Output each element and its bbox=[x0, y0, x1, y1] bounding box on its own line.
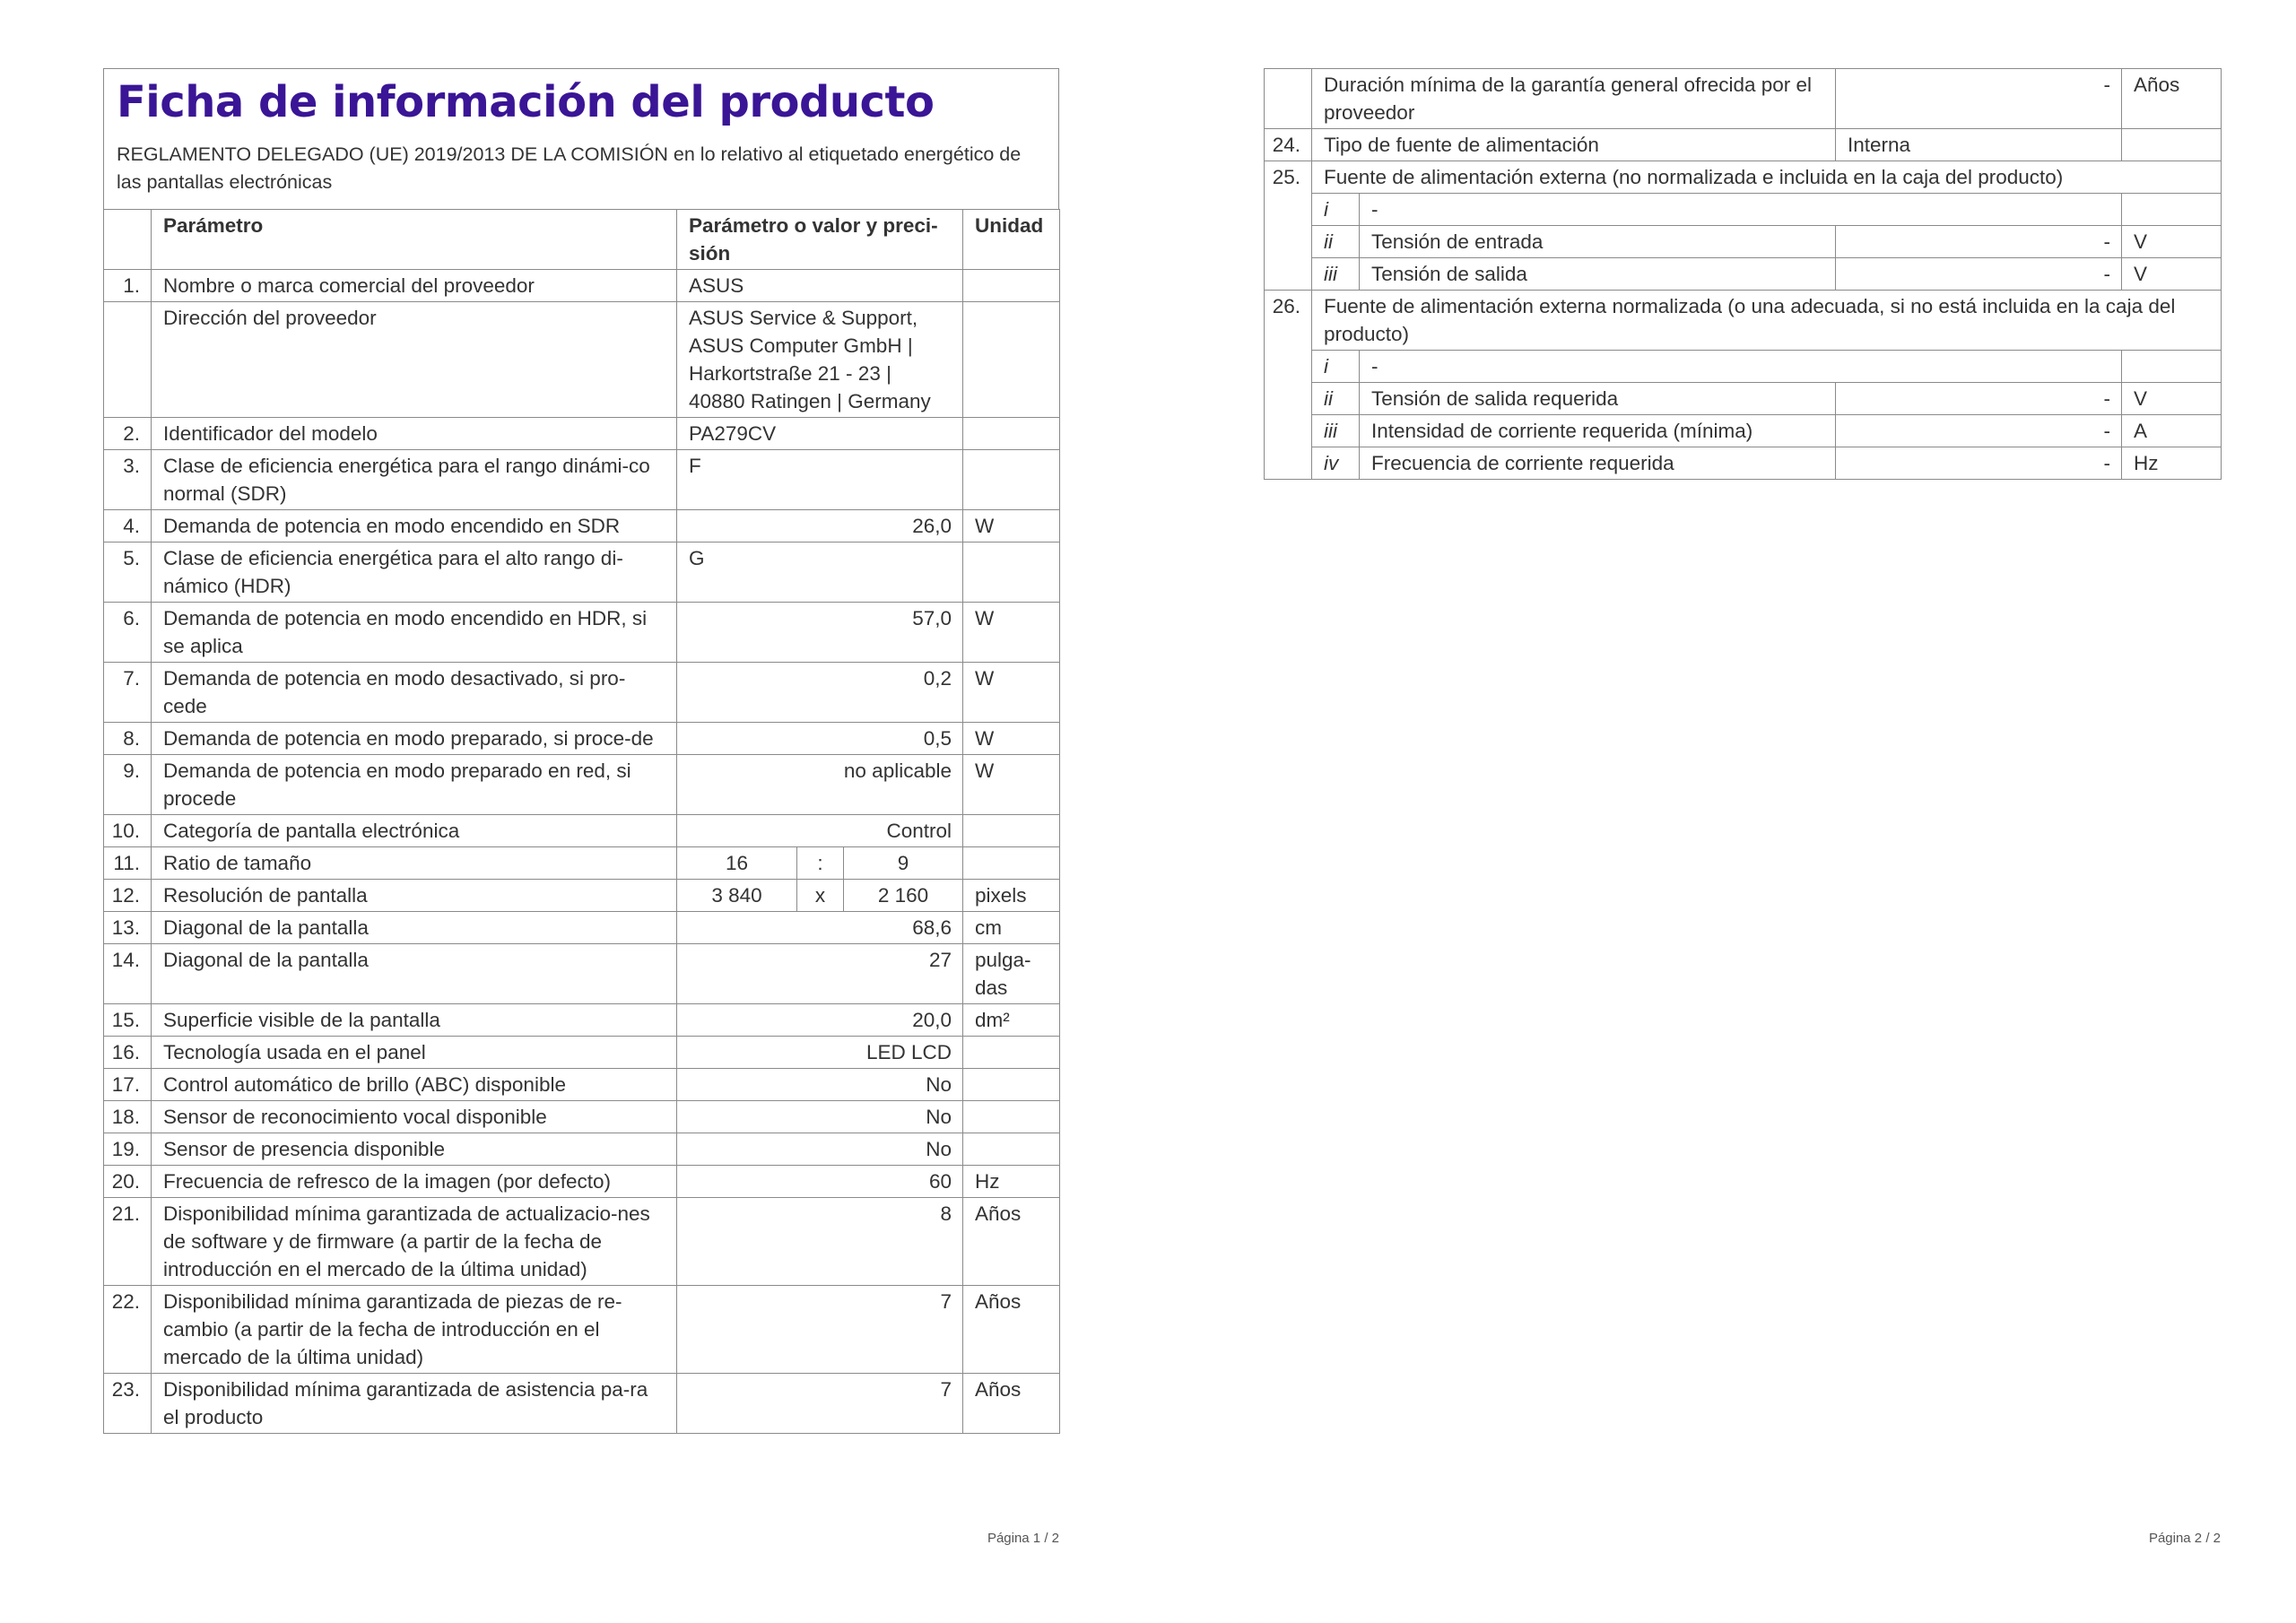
row-parameter: Tecnología usada en el panel bbox=[152, 1037, 677, 1069]
row-parameter: Clase de eficiencia energética para el rango dinámi-co normal (SDR) bbox=[152, 450, 677, 510]
row-parameter: Frecuencia de refresco de la imagen (por defecto) bbox=[152, 1166, 677, 1198]
row-number: 24. bbox=[1265, 129, 1312, 161]
row-value-separator: : bbox=[797, 847, 844, 880]
sub-row bbox=[1265, 447, 2222, 480]
row-parameter: Diagonal de la pantalla bbox=[152, 944, 677, 1004]
row-number: 19. bbox=[104, 1133, 152, 1166]
row-unit: dm² bbox=[963, 1004, 1060, 1037]
row-value: ASUS bbox=[677, 270, 963, 302]
row-unit: Hz bbox=[963, 1166, 1060, 1198]
row-value: 8 bbox=[677, 1198, 963, 1286]
row-value: 0,5 bbox=[677, 723, 963, 755]
table-row bbox=[104, 912, 1060, 944]
page-footer-1: Página 1 / 2 bbox=[987, 1531, 1059, 1546]
row-unit bbox=[963, 418, 1060, 450]
row-unit bbox=[963, 450, 1060, 510]
table-row bbox=[104, 1004, 1060, 1037]
table-row bbox=[1265, 69, 2222, 129]
table-row bbox=[104, 663, 1060, 723]
row-value: 20,0 bbox=[677, 1004, 963, 1037]
table-row bbox=[104, 302, 1060, 418]
sub-row bbox=[1265, 415, 2222, 447]
document-subtitle: REGLAMENTO DELEGADO (UE) 2019/2013 DE LA COMISIÓN en lo relativo al etiquetado energético de las pantallas electrónicas bbox=[117, 143, 1022, 193]
header-parameter: Parámetro bbox=[152, 210, 677, 270]
row-parameter: Nombre o marca comercial del proveedor bbox=[152, 270, 677, 302]
row-number: 5. bbox=[104, 542, 152, 603]
row-parameter: Demanda de potencia en modo preparado en red, si procede bbox=[152, 755, 677, 815]
row-number: 26. bbox=[1265, 291, 1312, 480]
row-parameter: Resolución de pantalla bbox=[152, 880, 677, 912]
row-number: 9. bbox=[104, 755, 152, 815]
row-unit: pixels bbox=[963, 880, 1060, 912]
row-number: 4. bbox=[104, 510, 152, 542]
row-value: 7 bbox=[677, 1374, 963, 1434]
row-parameter: Disponibilidad mínima garantizada de actualizacio-nes de software y de firmware (a partir de la fecha de introducción en el mercado de la última unidad) bbox=[152, 1198, 677, 1286]
row-number: 6. bbox=[104, 603, 152, 663]
sub-row bbox=[1265, 226, 2222, 258]
table-row bbox=[104, 1069, 1060, 1101]
row-parameter: Identificador del modelo bbox=[152, 418, 677, 450]
row-parameter: Fuente de alimentación externa normalizada (o una adecuada, si no está incluida en la caja del producto) bbox=[1312, 291, 2222, 351]
row-value: 26,0 bbox=[677, 510, 963, 542]
row-parameter: Disponibilidad mínima garantizada de asistencia pa-ra el producto bbox=[152, 1374, 677, 1434]
row-unit bbox=[963, 302, 1060, 418]
row-unit bbox=[963, 815, 1060, 847]
row-number: 11. bbox=[104, 847, 152, 880]
row-parameter: Disponibilidad mínima garantizada de piezas de re-cambio (a partir de la fecha de introducción en el mercado de la última unidad) bbox=[152, 1286, 677, 1374]
row-parameter: Diagonal de la pantalla bbox=[152, 912, 677, 944]
header-unit: Unidad bbox=[963, 210, 1060, 270]
sub-row-parameter: - bbox=[1360, 351, 2122, 383]
row-parameter: Sensor de presencia disponible bbox=[152, 1133, 677, 1166]
table-row bbox=[104, 450, 1060, 510]
row-number: 7. bbox=[104, 663, 152, 723]
row-value: No bbox=[677, 1133, 963, 1166]
row-unit bbox=[963, 1133, 1060, 1166]
sub-row-unit: A bbox=[2122, 415, 2222, 447]
row-parameter: Tipo de fuente de alimentación bbox=[1312, 129, 1836, 161]
row-value: G bbox=[677, 542, 963, 603]
table-row bbox=[104, 1166, 1060, 1198]
row-number: 21. bbox=[104, 1198, 152, 1286]
row-unit: Años bbox=[2122, 69, 2222, 129]
row-parameter: Clase de eficiencia energética para el alto rango di-námico (HDR) bbox=[152, 542, 677, 603]
row-value: Interna bbox=[1836, 129, 2122, 161]
sub-row-numeral: i bbox=[1312, 351, 1360, 383]
sub-row-parameter: Tensión de entrada bbox=[1360, 226, 1836, 258]
row-unit bbox=[963, 1069, 1060, 1101]
table-row bbox=[104, 1374, 1060, 1434]
sub-row-numeral: iii bbox=[1312, 258, 1360, 291]
row-parameter: Superficie visible de la pantalla bbox=[152, 1004, 677, 1037]
row-number: 10. bbox=[104, 815, 152, 847]
sub-row bbox=[1265, 258, 2222, 291]
row-number: 17. bbox=[104, 1069, 152, 1101]
sub-row-unit: Hz bbox=[2122, 447, 2222, 480]
table-row bbox=[1265, 291, 2222, 351]
row-unit bbox=[963, 847, 1060, 880]
row-unit: W bbox=[963, 755, 1060, 815]
row-value-a: 3 840 bbox=[677, 880, 797, 912]
row-parameter: Dirección del proveedor bbox=[152, 302, 677, 418]
row-parameter: Demanda de potencia en modo desactivado, si pro-cede bbox=[152, 663, 677, 723]
row-parameter: Demanda de potencia en modo preparado, si proce-de bbox=[152, 723, 677, 755]
row-number bbox=[1265, 69, 1312, 129]
sub-row-parameter: Tensión de salida requerida bbox=[1360, 383, 1836, 415]
row-parameter: Duración mínima de la garantía general ofrecida por el proveedor bbox=[1312, 69, 1836, 129]
sub-row-parameter: Frecuencia de corriente requerida bbox=[1360, 447, 1836, 480]
row-unit bbox=[963, 1101, 1060, 1133]
document-title: Ficha de información del producto bbox=[117, 77, 935, 127]
row-number: 8. bbox=[104, 723, 152, 755]
table-row bbox=[104, 1198, 1060, 1286]
row-parameter: Categoría de pantalla electrónica bbox=[152, 815, 677, 847]
row-value: no aplicable bbox=[677, 755, 963, 815]
sub-row-parameter: - bbox=[1360, 194, 2122, 226]
power-supply-table bbox=[1264, 68, 2222, 480]
row-number bbox=[104, 302, 152, 418]
row-number: 20. bbox=[104, 1166, 152, 1198]
table-row bbox=[104, 1133, 1060, 1166]
row-value: LED LCD bbox=[677, 1037, 963, 1069]
row-unit bbox=[963, 542, 1060, 603]
table-row bbox=[104, 270, 1060, 302]
table-row bbox=[104, 418, 1060, 450]
row-number: 12. bbox=[104, 880, 152, 912]
row-value: 68,6 bbox=[677, 912, 963, 944]
row-parameter: Demanda de potencia en modo encendido en SDR bbox=[152, 510, 677, 542]
row-unit: Años bbox=[963, 1198, 1060, 1286]
row-unit: W bbox=[963, 603, 1060, 663]
sub-row-parameter: Intensidad de corriente requerida (mínima) bbox=[1360, 415, 1836, 447]
row-number: 1. bbox=[104, 270, 152, 302]
row-parameter: Sensor de reconocimiento vocal disponible bbox=[152, 1101, 677, 1133]
sub-row-unit: V bbox=[2122, 383, 2222, 415]
row-value: F bbox=[677, 450, 963, 510]
row-value-a: 16 bbox=[677, 847, 797, 880]
row-value: PA279CV bbox=[677, 418, 963, 450]
sub-row bbox=[1265, 351, 2222, 383]
row-value: No bbox=[677, 1101, 963, 1133]
row-value: No bbox=[677, 1069, 963, 1101]
row-number: 22. bbox=[104, 1286, 152, 1374]
sub-row-unit bbox=[2122, 194, 2222, 226]
row-parameter: Control automático de brillo (ABC) disponible bbox=[152, 1069, 677, 1101]
document-header bbox=[103, 68, 1059, 209]
row-unit: W bbox=[963, 723, 1060, 755]
table-row bbox=[1265, 129, 2222, 161]
table-row bbox=[104, 1037, 1060, 1069]
row-parameter: Ratio de tamaño bbox=[152, 847, 677, 880]
row-number: 23. bbox=[104, 1374, 152, 1434]
row-value: 0,2 bbox=[677, 663, 963, 723]
row-unit: Años bbox=[963, 1286, 1060, 1374]
row-value: Control bbox=[677, 815, 963, 847]
page-2 bbox=[1264, 68, 2221, 480]
row-number: 15. bbox=[104, 1004, 152, 1037]
table-row bbox=[104, 815, 1060, 847]
row-value: 60 bbox=[677, 1166, 963, 1198]
table-row bbox=[104, 944, 1060, 1004]
table-row bbox=[104, 723, 1060, 755]
sub-row-parameter: Tensión de salida bbox=[1360, 258, 1836, 291]
row-unit: cm bbox=[963, 912, 1060, 944]
row-number: 3. bbox=[104, 450, 152, 510]
table-row bbox=[104, 880, 1060, 912]
product-info-table bbox=[103, 209, 1060, 1434]
row-unit bbox=[963, 1037, 1060, 1069]
row-value-b: 2 160 bbox=[844, 880, 963, 912]
row-number: 16. bbox=[104, 1037, 152, 1069]
row-number: 18. bbox=[104, 1101, 152, 1133]
sub-row-unit: V bbox=[2122, 258, 2222, 291]
row-value: 57,0 bbox=[677, 603, 963, 663]
sub-row-numeral: ii bbox=[1312, 383, 1360, 415]
table-row bbox=[104, 542, 1060, 603]
header-number-cell bbox=[104, 210, 152, 270]
table-row bbox=[104, 603, 1060, 663]
sub-row-numeral: i bbox=[1312, 194, 1360, 226]
sub-row-numeral: ii bbox=[1312, 226, 1360, 258]
table-row bbox=[104, 510, 1060, 542]
sub-row-value: - bbox=[1836, 258, 2122, 291]
row-value: 7 bbox=[677, 1286, 963, 1374]
row-unit: W bbox=[963, 510, 1060, 542]
row-number: 13. bbox=[104, 912, 152, 944]
sub-row-numeral: iii bbox=[1312, 415, 1360, 447]
table-row bbox=[104, 1286, 1060, 1374]
row-parameter: Demanda de potencia en modo encendido en HDR, si se aplica bbox=[152, 603, 677, 663]
row-unit: W bbox=[963, 663, 1060, 723]
sub-row bbox=[1265, 383, 2222, 415]
row-unit bbox=[963, 270, 1060, 302]
table-header-row bbox=[104, 210, 1060, 270]
row-value-separator: x bbox=[797, 880, 844, 912]
sub-row bbox=[1265, 194, 2222, 226]
header-value: Parámetro o valor y preci-sión bbox=[677, 210, 963, 270]
row-parameter: Fuente de alimentación externa (no normalizada e incluida en la caja del producto) bbox=[1312, 161, 2222, 194]
table-row bbox=[104, 847, 1060, 880]
row-unit: pulga-das bbox=[963, 944, 1060, 1004]
page-footer-2: Página 2 / 2 bbox=[2148, 1531, 2221, 1546]
row-value-b: 9 bbox=[844, 847, 963, 880]
row-number: 14. bbox=[104, 944, 152, 1004]
row-value: ASUS Service & Support, ASUS Computer GmbH | Harkortstraße 21 - 23 | 40880 Ratingen | Germany bbox=[677, 302, 963, 418]
sub-row-value: - bbox=[1836, 447, 2122, 480]
table-row bbox=[104, 1101, 1060, 1133]
row-value: 27 bbox=[677, 944, 963, 1004]
sub-row-unit bbox=[2122, 351, 2222, 383]
table-row bbox=[104, 755, 1060, 815]
page-1 bbox=[103, 68, 1059, 1434]
sub-row-value: - bbox=[1836, 226, 2122, 258]
row-number: 2. bbox=[104, 418, 152, 450]
row-unit bbox=[2122, 129, 2222, 161]
row-value: - bbox=[1836, 69, 2122, 129]
sub-row-value: - bbox=[1836, 415, 2122, 447]
row-number: 25. bbox=[1265, 161, 1312, 291]
table-row bbox=[1265, 161, 2222, 194]
sub-row-unit: V bbox=[2122, 226, 2222, 258]
row-unit: Años bbox=[963, 1374, 1060, 1434]
sub-row-value: - bbox=[1836, 383, 2122, 415]
sub-row-numeral: iv bbox=[1312, 447, 1360, 480]
